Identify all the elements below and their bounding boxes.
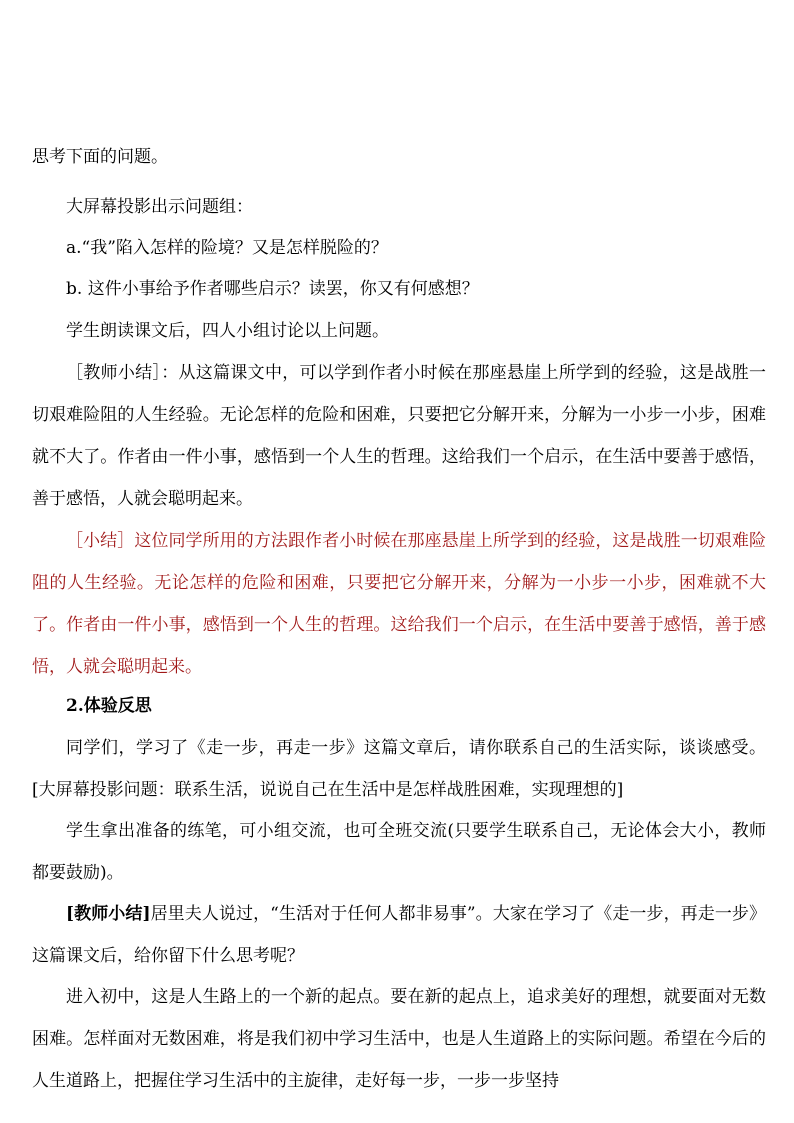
paragraph-text: 进入初中，这是人生路上的一个新的起点。要在新的起点上，追求美好的理想，就要面对无数困难。怎样面对无数困难，将是我们初中学习生活中，也是人生道路上的实际问题。希望在今后的人生道路上，把握住学习生活中的主旋律，走好每一步，一步一步坚持 [32,987,766,1091]
paragraph-practice [32,810,766,894]
teacher-summary-1 [32,352,766,520]
paragraph-text: b. 这件小事给予作者哪些启示？读罢，你又有何感想？ [66,279,479,299]
paragraph-text: 学生朗读课文后，四人小组讨论以上问题。 [66,321,389,341]
teacher-summary-label: ［教师小结］ [66,363,162,383]
question-a [32,227,766,269]
paragraph-text: 思考下面的问题。 [32,147,168,167]
heading-text: 2.体验反思 [66,696,152,716]
paragraph-text: 这位同学所用的方法跟作者小时候在那座悬崖上所学到的经验，这是战胜一切艰难险阻的人生经验。无论怎样的危险和困难，只要把它分解开来，分解为一小步一小步，困难就不大了。作者由一件小事，感悟到一个人生的哲理。这给我们一个启示，在生活中要善于感悟，善于感悟，人就会聪明起来。 [32,531,767,677]
teacher-summary-2 [32,893,766,977]
paragraph-text: a.“我”陷入怎样的险境？又是怎样脱险的？ [66,238,388,258]
paragraph-intro [32,136,766,178]
paragraph-reflection [32,727,766,811]
paragraph-text: 学生拿出准备的练笔，可小组交流，也可全班交流(只要学生联系自己，无论体会大小，教师都要鼓励)。 [32,821,766,883]
section-heading [32,685,766,727]
paragraph-text: 同学们，学习了《走一步，再走一步》这篇文章后，请你联系自己的生活实际，谈谈感受。[大屏幕投影问题：联系生活，说说自己在生活中是怎样战胜困难，实现理想的] [32,738,766,800]
summary-label: ［小结］ [66,531,135,551]
teacher-summary-label: [教师小结] [66,904,151,924]
paragraph-text: 居里夫人说过，“生活对于任何人都非易事”。大家在学习了《走一步，再走一步》这篇课文后，给你留下什么思考呢？ [32,904,766,966]
paragraph-text: 大屏幕投影出示问题组： [66,197,253,217]
question-b [32,268,766,310]
paragraph-text: ：从这篇课文中，可以学到作者小时候在那座悬崖上所学到的经验，这是战胜一切艰难险阻的人生经验。无论怎样的危险和困难，只要把它分解开来，分解为一小步一小步，困难就不大了。作者由一件小事，感悟到一个人生的哲理。这给我们一个启示，在生活中要善于感悟，善于感悟，人就会聪明起来。 [32,363,767,509]
paragraph-conclusion [32,976,766,1102]
summary-2 [32,520,766,688]
paragraph-discussion [32,310,766,352]
paragraph-projection [32,186,766,228]
